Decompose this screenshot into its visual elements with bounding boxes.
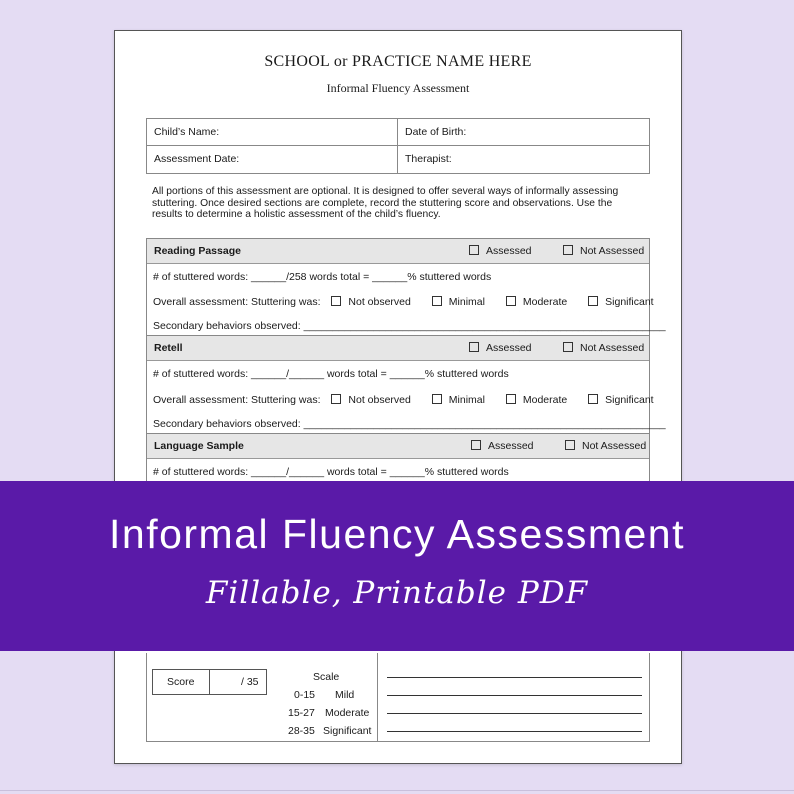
- checkbox-icon[interactable]: [588, 296, 598, 306]
- section-title: Language Sample: [154, 440, 244, 452]
- stuttered-count-line[interactable]: # of stuttered words: ______/258 words total = ______% stuttered words: [153, 271, 492, 283]
- child-name-field[interactable]: Child’s Name:: [154, 126, 220, 138]
- checkbox-icon[interactable]: [506, 394, 516, 404]
- checkbox-icon[interactable]: [563, 245, 573, 255]
- overall-assessment-row: Overall assessment: Stuttering was: Not observed Minimal Moderate Significant: [153, 394, 654, 406]
- dob-field[interactable]: Date of Birth:: [405, 126, 467, 138]
- info-table: [146, 118, 650, 174]
- choice-minimal[interactable]: Minimal: [432, 394, 485, 406]
- therapist-field[interactable]: Therapist:: [405, 153, 452, 165]
- checkbox-icon[interactable]: [588, 394, 598, 404]
- banner-title: Informal Fluency Assessment: [109, 511, 685, 557]
- secondary-behaviors-line[interactable]: Secondary behaviors observed: ______________________________________________________________: [153, 418, 666, 430]
- score-total: / 35: [241, 676, 259, 688]
- checkbox-icon[interactable]: [432, 394, 442, 404]
- checkbox-icon[interactable]: [331, 394, 341, 404]
- banner-tagline: Fillable, Printable PDF: [205, 575, 589, 611]
- scale-label: Moderate: [325, 707, 370, 719]
- choice-moderate[interactable]: Moderate: [506, 296, 567, 308]
- checkbox-icon[interactable]: [471, 440, 481, 450]
- bottom-divider: [0, 790, 794, 791]
- observation-line[interactable]: [387, 713, 642, 714]
- choice-not-observed[interactable]: Not observed: [331, 296, 410, 308]
- choice-minimal[interactable]: Minimal: [432, 296, 485, 308]
- worksheet-subtitle: Informal Fluency Assessment: [326, 81, 470, 95]
- choice-significant[interactable]: Significant: [588, 296, 653, 308]
- checkbox-icon[interactable]: [506, 296, 516, 306]
- worksheet-page: [114, 30, 682, 764]
- intro-text: All portions of this assessment are optional. It is designed to offer several ways of informally assessing stuttering. Once desired sections are complete, record the stuttering score and observations. Use the results to determine a holistic assessment of the child’s fluency.: [152, 186, 619, 220]
- section-title: Reading Passage: [154, 245, 241, 257]
- school-name: SCHOOL or PRACTICE NAME HERE: [264, 53, 532, 70]
- score-box[interactable]: [152, 669, 267, 695]
- choice-significant[interactable]: Significant: [588, 394, 653, 406]
- observation-line[interactable]: [387, 731, 642, 732]
- stuttered-count-line[interactable]: # of stuttered words: ______/______ words total = ______% stuttered words: [153, 466, 509, 478]
- observation-line[interactable]: [387, 695, 642, 696]
- choice-moderate[interactable]: Moderate: [506, 394, 567, 406]
- section-retell: [146, 335, 666, 434]
- secondary-behaviors-line[interactable]: Secondary behaviors observed: ______________________________________________________________: [153, 320, 666, 332]
- not-assessed-option[interactable]: Not Assessed: [565, 440, 646, 452]
- checkbox-icon[interactable]: [565, 440, 575, 450]
- scale-range: 28-35: [288, 725, 315, 737]
- choice-not-observed[interactable]: Not observed: [331, 394, 410, 406]
- assessed-option[interactable]: Assessed: [471, 440, 534, 452]
- checkbox-icon[interactable]: [331, 296, 341, 306]
- assessed-option[interactable]: Assessed: [469, 342, 532, 354]
- overall-assessment-row: Overall assessment: Stuttering was: Not observed Minimal Moderate Significant: [153, 296, 654, 308]
- scale-label: Mild: [335, 689, 355, 701]
- observation-line[interactable]: [387, 677, 642, 678]
- score-label: Score: [167, 676, 195, 688]
- section-reading-passage: [146, 238, 666, 336]
- scale-range: 15-27: [288, 707, 315, 719]
- scale-range: 0-15: [294, 689, 316, 701]
- assessment-date-field[interactable]: Assessment Date:: [154, 153, 240, 165]
- not-assessed-option[interactable]: Not Assessed: [563, 342, 644, 354]
- stuttered-count-line[interactable]: # of stuttered words: ______/______ words total = ______% stuttered words: [153, 368, 509, 380]
- checkbox-icon[interactable]: [432, 296, 442, 306]
- title-banner: [0, 481, 794, 651]
- score-section: [146, 653, 650, 742]
- checkbox-icon[interactable]: [563, 342, 573, 352]
- scale-label: Significant: [323, 725, 372, 737]
- section-title: Retell: [154, 342, 183, 354]
- checkbox-icon[interactable]: [469, 342, 479, 352]
- not-assessed-option[interactable]: Not Assessed: [563, 245, 644, 257]
- checkbox-icon[interactable]: [469, 245, 479, 255]
- scale-title: Scale: [313, 671, 340, 683]
- assessed-option[interactable]: Assessed: [469, 245, 532, 257]
